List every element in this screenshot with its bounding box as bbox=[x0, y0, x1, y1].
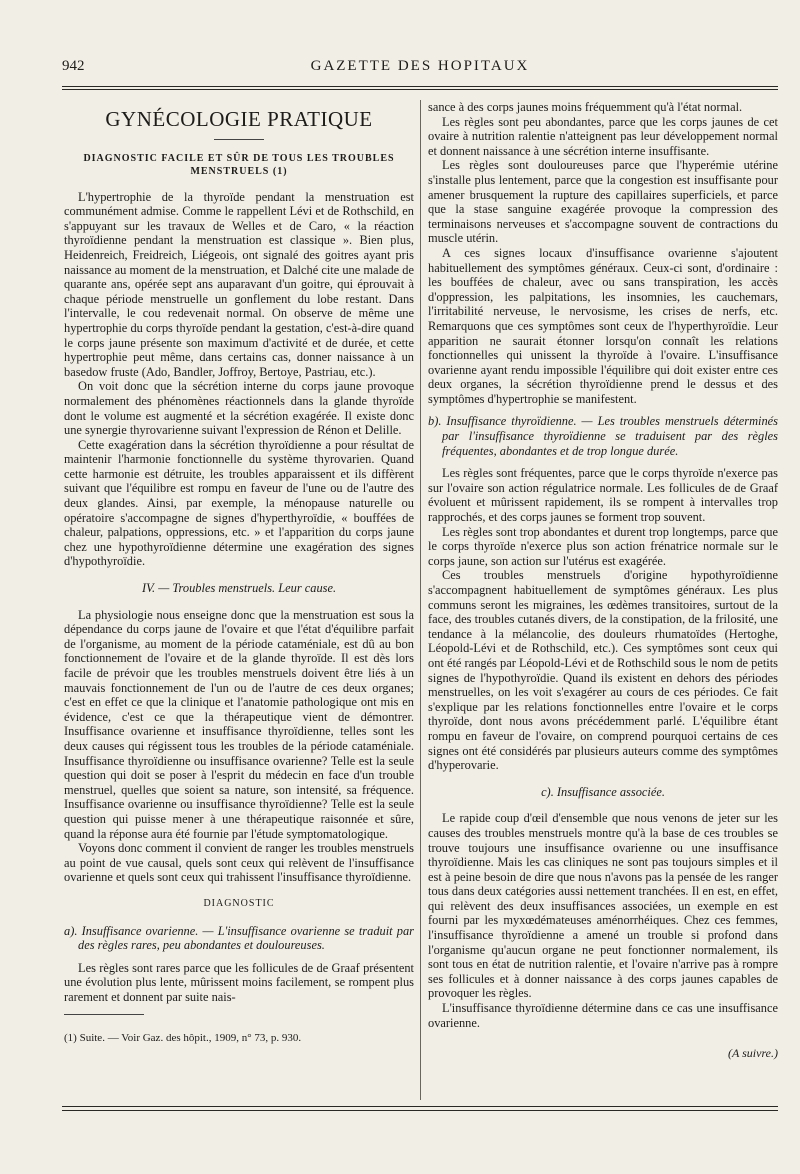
column-divider bbox=[420, 100, 421, 1100]
paragraph: La physiologie nous enseigne donc que la menstruation est sous la dépendance du corps jaune de l'ovaire et que l'état d'équilibre parfait de l'organisme, au moment de la période cataméniale, est dû au bon fonctionnement de l'ovaire et de la glande thyroïde. Il est dès lors facile de prévoir que les troubles menstruels doivent être liés à un mauvais fonctionnement de l'un ou de l'autre de ces deux organes; c'est en effet ce que la clinique et l'anatomie pathologique ont mis en évidence, c'est ce que la thérapeutique vient de démontrer. Insuffisance ovarienne et insuffisance thyroïdienne, telles sont les deux causes qui régissent tous les troubles de la période cataméniale. Insuffisance thyroïdienne ou insuffisance ovarienne? Telle est la seule question qui doit se poser à l'esprit du médecin en face d'un trouble menstruel, quelles que soient sa nature, son intensité, sa fréquence. Insuffisance ovarienne ou insuffisance thyroïdienne? Telle est la seule question qui puisse mener à une thérapeutique raisonnée et sûre, quand la réponse aura été fournie par l'étude symptomatologique. bbox=[64, 607, 414, 841]
paragraph: sance à des corps jaunes moins fréquemment qu'à l'état normal. bbox=[428, 100, 743, 114]
page-header bbox=[62, 58, 778, 78]
title-rule bbox=[214, 139, 264, 140]
footnote-rule bbox=[64, 1014, 144, 1015]
paragraph: Les règles sont rares parce que les follicules de de Graaf présentent une évolution plus lente, mûrissent moins facilement, se rompent plus rarement et donnent par suite nais- bbox=[64, 960, 414, 1004]
article-title: GYNÉCOLOGIE PRATIQUE bbox=[105, 107, 373, 131]
article-subtitle: DIAGNOSTIC FACILE ET SÛR DE TOUS LES TROUBLES MENSTRUELS (1) bbox=[83, 152, 395, 177]
footnote: (1) Suite. — Voir Gaz. des hôpit., 1909, n° 73, p. 930. bbox=[64, 1032, 302, 1045]
right-column bbox=[428, 100, 778, 1061]
header-rule-2 bbox=[62, 89, 778, 90]
paragraph: A ces signes locaux d'insuffisance ovarienne s'ajoutent habituellement des symptômes généraux. Ceux-ci sont, d'ordinaire : les bouffées de chaleur, avec ou sans transpiration, les accès d'oppression, les palpitations, les insomnies, les cauchemars, l'irritabilité nerveuse, le nervosisme, les crises de nerfs, etc. Remarquons que ces symptômes sont ceux de l'hyperthyroïdie. Leur apparition ne saurait étonner lorsqu'on connaît les relations fonctionnelles qui unissent la thyroïde à l'ovaire. L'insuffisance ovarienne ayant rendu impossible l'équilibre qui doit exister entre ces deux organes, la sécrétion thyroïdienne prend le dessus et des symptômes d'hypertrophie se manifestent. bbox=[428, 245, 778, 406]
paragraph: Cette exagération dans la sécrétion thyroïdienne a pour résultat de maintenir l'harmonie fonctionnelle du système thyrovarien. Quand cette harmonie est détruite, les troubles apparaissent et ils diffèrent suivant que l'équilibre est rompu en faveur de l'une ou de l'autre des deux glandes. Ainsi, par exemple, la ménopause naturelle ou opératoire s'accompagne de signes d'hyperthyroïdie, « bouffées de chaleur, palpations, oppressions, etc. » et l'apparition du corps jaune chez une hypothyroïdienne détermine une exagération des signes d'hypothyroïdie. bbox=[64, 437, 414, 569]
paragraph: Les règles sont peu abondantes, parce que les corps jaunes de cet ovaire à nutrition ralentie n'atteignent pas leur développement normal et donnent naissance à une sécrétion interne insuffisante. bbox=[428, 114, 778, 158]
paragraph: Le rapide coup d'œil d'ensemble que nous venons de jeter sur les causes des troubles menstruels montre qu'à la base de ces troubles se trouve toujours une insuffisance ovarienne ou une insuffisance thyroïdienne. Mais les cas cliniques ne sont pas toujours simples et il est à peine besoin de dire que nous n'avons pas la pensée de les ranger tous dans deux catégories aussi nettement tranchées. Il en est, en effet, qui relèvent des deux insuffisances associées, un exemple en est fourni par les myxœdémateuses aménorrhéiques. Chez ces femmes, l'insuffisance thyroïdienne a amené un trouble si profond dans l'organisme qu'aucun organe ne peut fonctionner normalement, ils sont tous en état de nutrition ralentie, et l'ovaire n'arrive pas à rompre ses follicules et à donner naissance à des corps jaunes capables de provoquer les règles. bbox=[428, 811, 778, 1001]
diagnostic-heading: DIAGNOSTIC bbox=[203, 897, 275, 909]
subsection-b-heading: b). Insuffisance thyroïdienne. — Les troubles menstruels déterminés par l'insuffisance thyroïdienne se traduisent par des règles fréquentes, abondantes et de trop longue durée. bbox=[428, 414, 778, 458]
paragraph: Les règles sont trop abondantes et durent trop longtemps, parce que le corps thyroïde n'exerce plus son action frénatrice normale sur le corps jaune, son action sur l'utérus est exagérée. bbox=[428, 524, 778, 568]
running-title: GAZETTE DES HOPITAUX bbox=[310, 58, 530, 74]
paragraph: Ces troubles menstruels d'origine hypothyroïdienne s'accompagnent habituellement de symptômes généraux. Les plus communs seront les migraines, les œdèmes transitoires, surtout de la face, des troubles cutanés divers, de la constipation, de la frilosité, une tendance à la mélancolie, des douleurs rhumatoïdes (Hertoghe, Léopold-Lévi et de Rothschild, etc.). Ces symptômes sont ceux qui ont été rangés par Léopold-Lévi et de Rothschild sous le nom de petits signes de l'hypothyroïdie. Quand ils existent en dehors des périodes menstruelles, on les voit s'exagérer au cours de ces périodes. Ce fait s'explique par les relations fonctionnelles entre l'ovaire et le corps thyroïde, dont nous avons précédemment parlé. L'équilibre étant rompu en faveur de l'ovaire, on comprend pourquoi certains de ces signes ont été considérés par plusieurs auteurs comme des symptômes d'hyperovarie. bbox=[428, 568, 778, 773]
paragraph: Les règles sont fréquentes, parce que le corps thyroïde n'exerce pas sur l'ovaire son action régulatrice normale. Les follicules de de Graaf évoluent et mûrissent rapidement, ils se rompent à intervalles trop rapprochés, et des corps jaunes se forment trop souvent. bbox=[428, 466, 778, 525]
subsection-a-heading: a). Insuffisance ovarienne. — L'insuffisance ovarienne se traduit par des règles rares, peu abondantes et douloureuses. bbox=[64, 923, 414, 953]
paragraph: On voit donc que la sécrétion interne du corps jaune provoque normalement des phénomènes réactionnels dans la glande thyroïde dont le volume est augmenté et la sécrétion exagérée. Il existe donc une synergie thyrovarienne suivant l'expression de Rénon et Delille. bbox=[64, 379, 414, 438]
footer-rules bbox=[62, 1106, 778, 1111]
paragraph: L'insuffisance thyroïdienne détermine dans ce cas une insuffisance ovarienne. bbox=[428, 1001, 778, 1030]
paragraph: Voyons donc comment il convient de ranger les troubles menstruels au point de vue causal, quels sont ceux qui relèvent de l'insuffisance ovarienne et quels sont ceux qui trahissent l'insuffisance thyroïdienne. bbox=[64, 841, 414, 885]
paragraph: L'hypertrophie de la thyroïde pendant la menstruation est communément admise. Comme le rappellent Lévi et de Rothschild, en s'appuyant sur les travaux de Welles et de Caro, « la réaction thyroïdienne pendant la menstruation est classique ». Bien plus, Heidenreich, Freidreich, Liégeois, ont signalé des goitres ayant pris naissance au moment de la menstruation, et Dalché cite une malade de quarante ans, opérée sept ans auparavant d'un goitre, qui éprouvait à chaque période menstruelle un gonflement du lobe restant. Dans l'intervalle, le cou redevenait normal. On observe de même une hypertrophie du corps thyroïde pendant la gestation, c'est-à-dire quand le corps jaune présente son maximum d'activité et de durée, et cette hypertrophie peut même, dans certains cas, donner naissance à un basedow fruste (Ado, Bandler, Joffroy, Bertoye, Pastriau, etc.). bbox=[64, 189, 414, 379]
header-rule bbox=[62, 86, 778, 87]
section-heading-iv: IV. — Troubles menstruels. Leur cause. bbox=[141, 581, 337, 596]
to-be-continued: (A suivre.) bbox=[728, 1046, 778, 1061]
paragraph: Les règles sont douloureuses parce que l'hyperémie utérine s'installe plus lentement, parce que la congestion est insuffisante pour amener brusquement la rupture des capillaires superficiels, et parce que la stase sanguine exagérée provoque la compression des terminaisons nerveuses et s'accompagne souvent de contractions du muscle utérin. bbox=[428, 158, 778, 246]
subsection-c-heading: c). Insuffisance associée. bbox=[541, 784, 665, 799]
left-column bbox=[64, 100, 414, 1046]
page-number: 942 bbox=[62, 58, 85, 74]
